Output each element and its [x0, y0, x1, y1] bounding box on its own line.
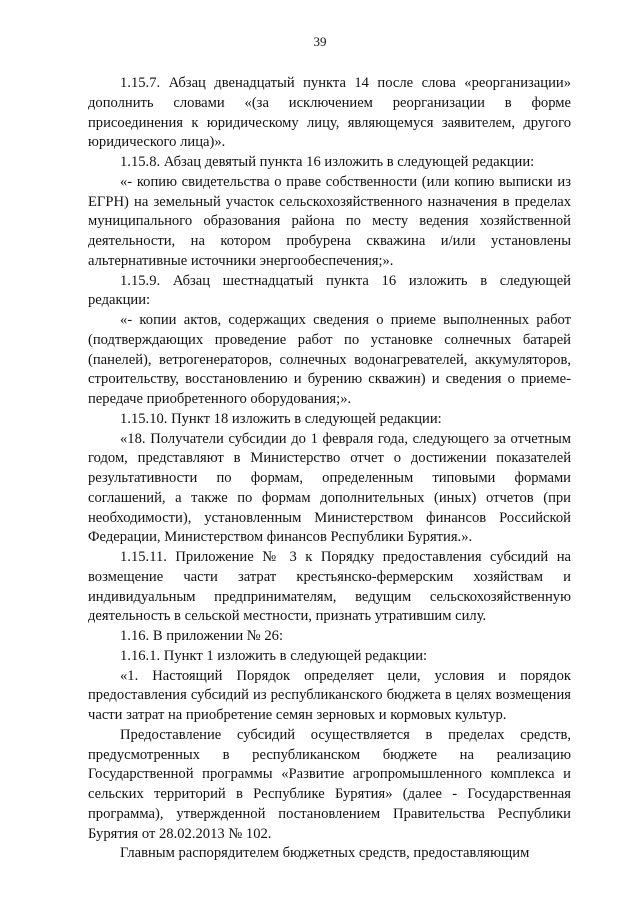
paragraph-1-16: 1.16. В приложении № 26:	[120, 628, 284, 644]
paragraph-1-15-11: 1.15.11. Приложение № 3 к Порядку предоставления субсидий на возмещение части затрат крестьянско-фермерским хозяйствам и индивидуальным предпринимателям, ведущим сельскохозяйственную деятельность в сельской местности, признать утратившим силу.	[88, 549, 571, 625]
paragraph-1-16-1: 1.16.1. Пункт 1 изложить в следующей редакции:	[120, 647, 428, 664]
paragraph-quote-18: «18. Получатели субсидии до 1 февраля года, следующего за отчетным годом, представляют в Министерство отчет о достижении показателей результативности по формам, определенным типовыми формами соглашений, а также по формам дополнительных (иных) отчетов (при необходимости), установленным Министерством финансов Российской Федерации, Министерством финансов Республики Бурятия.».	[88, 430, 571, 546]
paragraph-1-15-8: 1.15.8. Абзац девятый пункта 16 изложить в следующей редакции:	[120, 154, 535, 170]
page-number: 39	[313, 34, 327, 49]
paragraph-quote-1: «1. Настоящий Порядок определяет цели, условия и порядок предоставления субсидий из республиканского бюджета в целях возмещения части затрат на приобретение семян зерновых и кормовых культур.	[88, 667, 571, 723]
paragraph-main-distributor: Главным распорядителем бюджетных средств, предоставляющим	[120, 845, 530, 862]
paragraph-1-15-9: 1.15.9. Абзац шестнадцатый пункта 16 изложить в следующей редакции:	[88, 272, 571, 309]
document-body	[88, 74, 571, 864]
paragraph-1-15-7: 1.15.7. Абзац двенадцатый пункта 14 после слова «реорганизации» дополнить словами «(за исключением реорганизации в форме присоединения к юридическому лицу, являющемуся заявителем, другого юридического лица)».	[88, 75, 571, 151]
paragraph-quote-egrn: «- копию свидетельства о праве собственности (или копию выписки из ЕГРН) на земельный участок сельскохозяйственного назначения в пределах муниципального образования района по месту ведения хозяйственной деятельности, на котором пробурена скважина и/или установлены альтернативные источники энергообеспечения;».	[88, 173, 571, 269]
paragraph-1-15-10: 1.15.10. Пункт 18 изложить в следующей редакции:	[120, 410, 442, 427]
paragraph-subsidies: Предоставление субсидий осуществляется в пределах средств, предусмотренных в республиканском бюджете на реализацию Государственной программы «Развитие агропромышленного комплекса и сельских территорий в Республике Бурятия» (далее - Государственная программа), утвержденной постановлением Правительства Республики Бурятия от 28.02.2013 № 102.	[88, 726, 571, 842]
paragraph-quote-acts: «- копии актов, содержащих сведения о приеме выполненных работ (подтверждающих проведение работ по установке солнечных батарей (панелей), ветрогенераторов, солнечных водонагревателей, аккумуляторов, строительству, восстановлению и бурению скважин) и сведения о приеме-передаче приобретенного оборудования;».	[88, 312, 571, 407]
